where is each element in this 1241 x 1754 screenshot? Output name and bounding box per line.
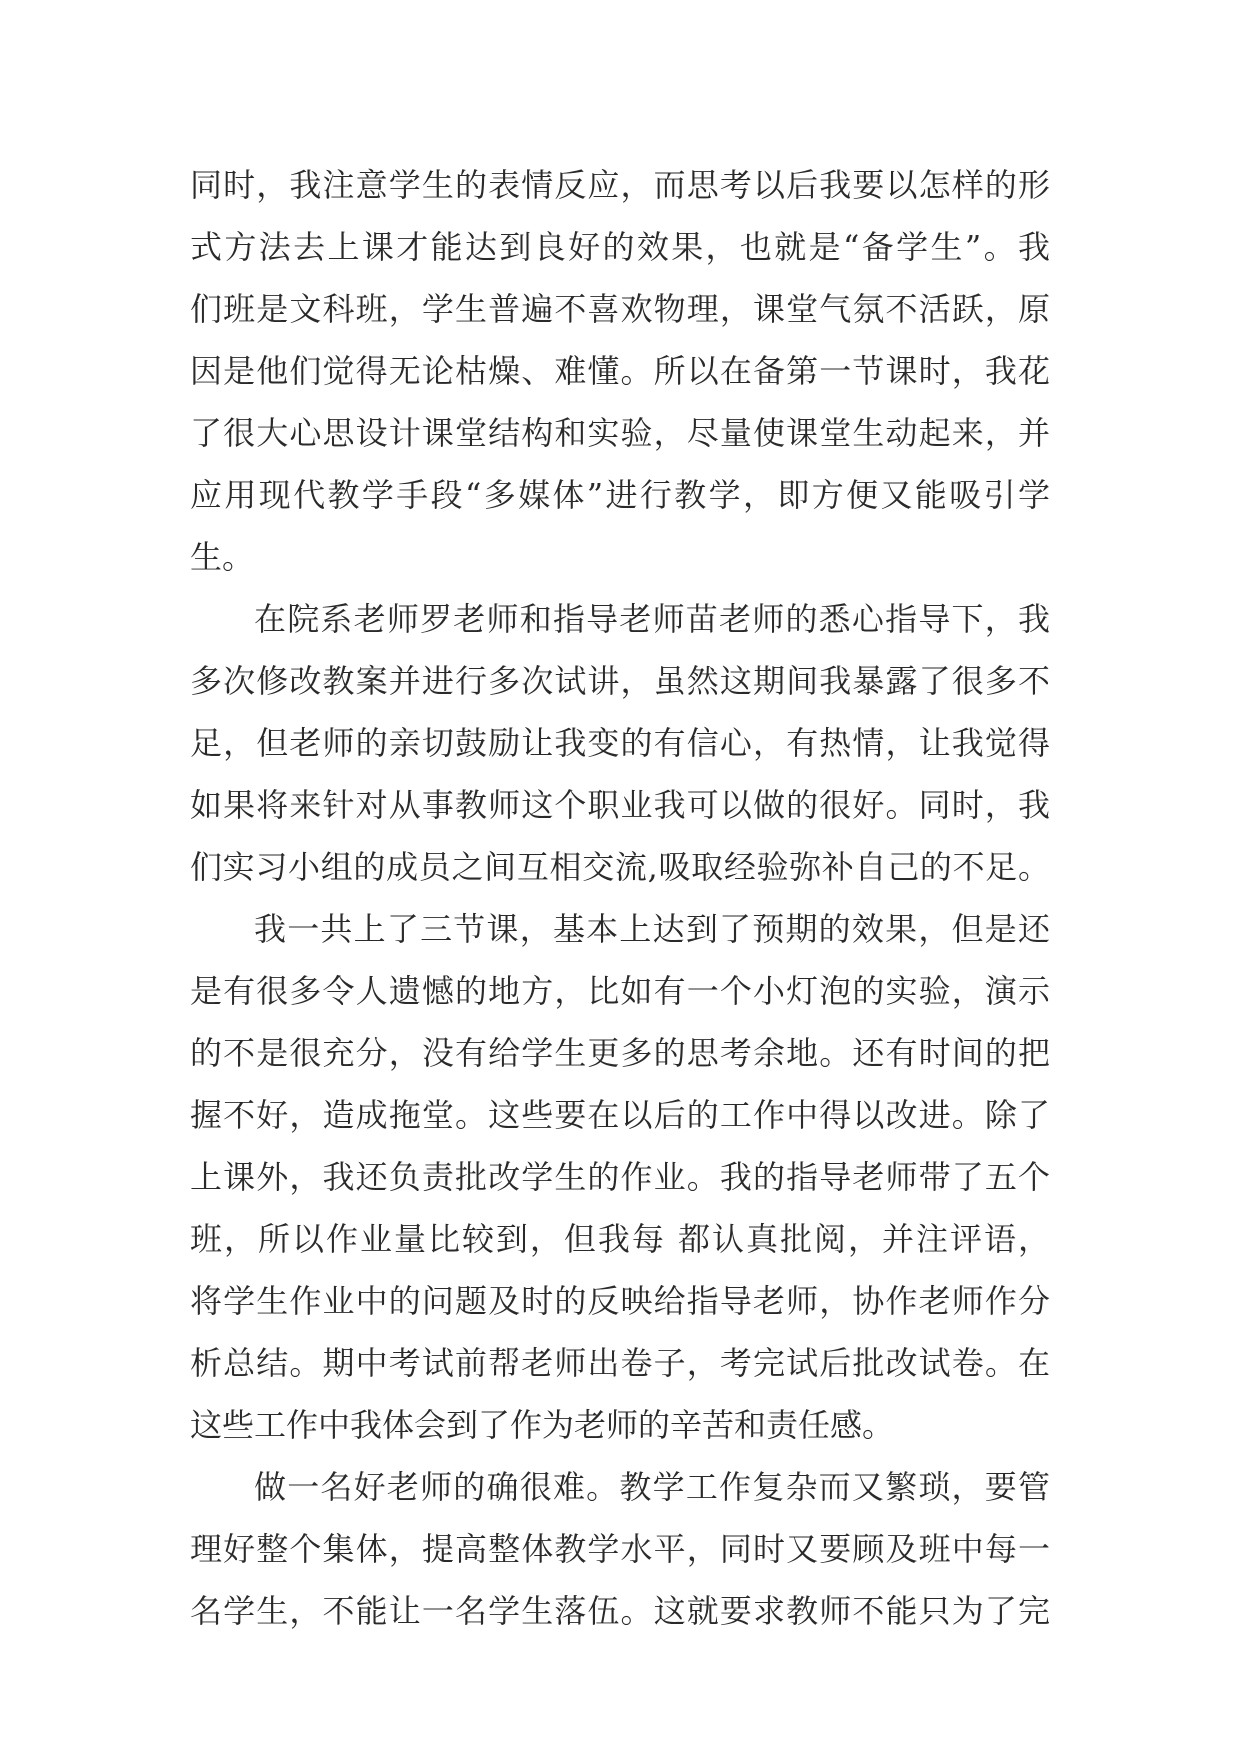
text-line [190,526,1050,588]
text-line [190,1394,1050,1456]
text-line [190,1518,1050,1580]
text-line [190,402,1050,464]
line-text: 的不是很充分，没有给学生更多的思考余地。还有时间的把 [190,1034,1050,1072]
body-text [190,154,1050,1642]
line-text: 班，所以作业量比较到，但我每 都认真批阅，并注评语， [190,1220,1050,1258]
text-line [190,278,1050,340]
line-text: 上课外，我还负责批改学生的作业。我的指导老师带了五个 [190,1158,1050,1196]
line-text: 们班是文科班，学生普遍不喜欢物理，课堂气氛不活跃，原 [190,290,1050,328]
line-text: 足，但老师的亲切鼓励让我变的有信心，有热情，让我觉得 [190,724,1050,762]
text-line [190,1146,1050,1208]
paragraph-first-line [190,588,1050,650]
line-text: 这些工作中我体会到了作为老师的辛苦和责任感。 [190,1406,895,1444]
line-text: 们实习小组的成员之间互相交流,吸取经验弥补自己的不足。 [190,848,1050,886]
text-line [190,1022,1050,1084]
text-line [190,836,1050,898]
line-text: 析总结。期中考试前帮老师出卷子，考完试后批改试卷。在 [190,1344,1050,1382]
line-text: 在院系老师罗老师和指导老师苗老师的悉心指导下，我 [254,600,1050,638]
text-line [190,464,1050,526]
line-text: 将学生作业中的问题及时的反映给指导老师，协作老师作分 [190,1282,1050,1320]
line-text: 了很大心思设计课堂结构和实验，尽量使课堂生动起来，并 [190,414,1050,452]
line-text: 同时，我注意学生的表情反应，而思考以后我要以怎样的形 [190,166,1050,204]
paragraph-first-line [190,1456,1050,1518]
text-line [190,1084,1050,1146]
line-text: 多次修改教案并进行多次试讲，虽然这期间我暴露了很多不 [190,662,1050,700]
text-line [190,216,1050,278]
line-text: 应用现代教学手段“多媒体”进行教学，即方便又能吸引学 [190,476,1050,514]
line-text: 握不好，造成拖堂。这些要在以后的工作中得以改进。除了 [190,1096,1050,1134]
line-text: 式方法去上课才能达到良好的效果，也就是“备学生”。我 [190,228,1050,266]
text-line [190,1270,1050,1332]
line-text: 我一共上了三节课，基本上达到了预期的效果，但是还 [254,910,1050,948]
text-line [190,154,1050,216]
line-text: 名学生，不能让一名学生落伍。这就要求教师不能只为了完 [190,1592,1050,1630]
text-line [190,1580,1050,1642]
line-text: 生。 [190,538,255,576]
line-text: 是有很多令人遗憾的地方，比如有一个小灯泡的实验，演示 [190,972,1050,1010]
text-line [190,960,1050,1022]
line-text: 做一名好老师的确很难。教学工作复杂而又繁琐，要管 [254,1468,1050,1506]
line-text: 因是他们觉得无论枯燥、难懂。所以在备第一节课时，我花 [190,352,1050,390]
paragraph-first-line [190,898,1050,960]
text-line [190,1332,1050,1394]
text-line [190,774,1050,836]
line-text: 理好整个集体，提高整体教学水平，同时又要顾及班中每一 [190,1530,1050,1568]
text-line [190,340,1050,402]
text-line [190,650,1050,712]
line-text: 如果将来针对从事教师这个职业我可以做的很好。同时，我 [190,786,1050,824]
text-line [190,712,1050,774]
text-line [190,1208,1050,1270]
